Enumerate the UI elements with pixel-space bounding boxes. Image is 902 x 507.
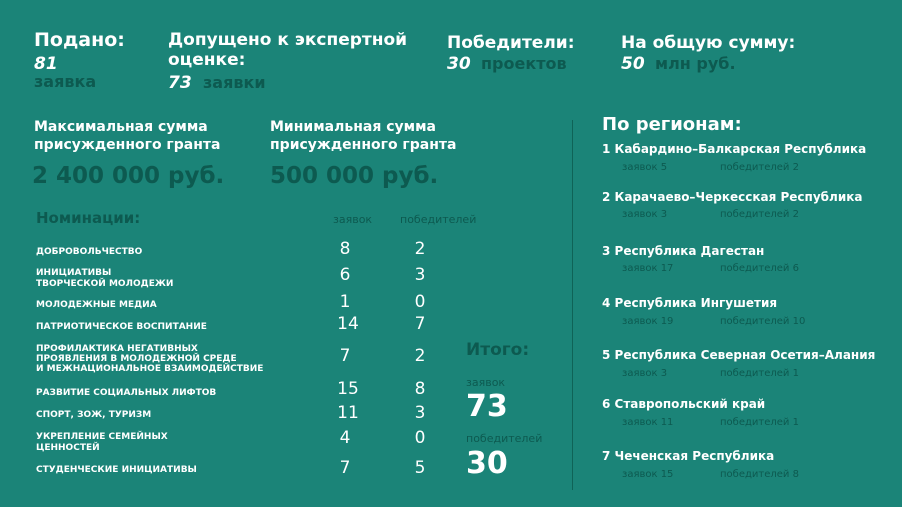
winners-count: 5: [414, 458, 426, 478]
divider: [572, 120, 573, 490]
winners-count: 3: [414, 403, 426, 423]
applications-count: 6: [339, 265, 351, 285]
region-applications: заявок 5: [622, 162, 668, 173]
region-winners: победителей 6: [720, 263, 799, 274]
applications-count: 7: [339, 458, 351, 478]
col-winners-header: победителей: [400, 213, 477, 226]
winners-value: 30: [447, 54, 471, 74]
region-name: 6 Ставропольский край: [602, 397, 766, 411]
nomination-name: МОЛОДЕЖНЫЕ МЕДИА: [36, 300, 157, 310]
region-name: 7 Чеченская Республика: [602, 449, 775, 463]
region-winners: победителей 1: [720, 368, 799, 379]
region-applications: заявок 3: [622, 209, 668, 220]
col-applications-header: заявок: [333, 213, 373, 226]
region-name: 2 Карачаево–Черкесская Республика: [602, 190, 863, 204]
nomination-name: ПРОФИЛАКТИКА НЕГАТИВНЫХ: [36, 344, 198, 354]
winners-label: Победители:: [447, 33, 575, 53]
winners-unit: проектов: [481, 54, 567, 73]
nomination-name-line2: ЦЕННОСТЕЙ: [36, 443, 100, 453]
winners-count: 7: [414, 314, 426, 334]
winners-count: 3: [414, 265, 426, 285]
applications-count: 8: [339, 239, 351, 259]
submitted-value: 81: [34, 54, 58, 74]
nomination-name-line3: И МЕЖНАЦИОНАЛЬНОЕ ВЗАИМОДЕЙСТВИЕ: [36, 364, 264, 374]
region-winners: победителей 10: [720, 316, 806, 327]
total-label: На общую сумму:: [621, 33, 796, 53]
admitted-value: 73: [168, 73, 192, 93]
winners-count: 2: [414, 239, 426, 259]
admitted-label-line2: оценке:: [168, 50, 246, 70]
region-winners: победителей 2: [720, 209, 799, 220]
nomination-name: ДОБРОВОЛЬЧЕСТВО: [36, 247, 143, 257]
totals-applications-label: заявок: [466, 376, 506, 389]
min-grant-label-line2: присужденного гранта: [270, 137, 457, 153]
admitted-label-line1: Допущено к экспертной: [168, 30, 408, 50]
nomination-name: ПАТРИОТИЧЕСКОЕ ВОСПИТАНИЕ: [36, 322, 207, 332]
nomination-name: РАЗВИТИЕ СОЦИАЛЬНЫХ ЛИФТОВ: [36, 388, 217, 398]
nomination-name: СТУДЕНЧЕСКИЕ ИНИЦИАТИВЫ: [36, 465, 197, 475]
admitted-unit: заявки: [203, 73, 266, 92]
applications-count: 11: [337, 403, 359, 423]
total-unit: млн руб.: [655, 54, 736, 73]
winners-count: 8: [414, 379, 426, 399]
nomination-name-line2: ТВОРЧЕСКОЙ МОЛОДЕЖИ: [36, 279, 174, 289]
applications-count: 15: [337, 379, 359, 399]
nomination-name: ИНИЦИАТИВЫ: [36, 268, 112, 278]
nomination-name: СПОРТ, ЗОЖ, ТУРИЗМ: [36, 410, 152, 420]
winners-count: 2: [414, 346, 426, 366]
nomination-name-line2: ПРОЯВЛЕНИЯ В МОЛОДЕЖНОЙ СРЕДЕ: [36, 354, 237, 364]
region-applications: заявок 15: [622, 469, 674, 480]
max-grant-value: 2 400 000 руб.: [32, 163, 225, 189]
winners-count: 0: [414, 428, 426, 448]
region-name: 5 Республика Северная Осетия–Алания: [602, 348, 876, 362]
max-grant-label-line1: Максимальная сумма: [34, 119, 208, 135]
applications-count: 14: [337, 314, 359, 334]
region-winners: победителей 1: [720, 417, 799, 428]
region-name: 3 Республика Дагестан: [602, 244, 765, 258]
min-grant-value: 500 000 руб.: [270, 163, 439, 189]
region-applications: заявок 17: [622, 263, 674, 274]
totals-winners-value: 30: [466, 446, 508, 481]
applications-count: 1: [339, 292, 351, 312]
region-name: 4 Республика Ингушетия: [602, 296, 778, 310]
max-grant-label-line2: присужденного гранта: [34, 137, 221, 153]
nominations-title: Номинации:: [36, 209, 141, 227]
total-value: 50: [621, 54, 645, 74]
region-winners: победителей 2: [720, 162, 799, 173]
submitted-unit: заявка: [34, 72, 97, 91]
min-grant-label-line1: Минимальная сумма: [270, 119, 436, 135]
region-applications: заявок 11: [622, 417, 674, 428]
region-name: 1 Кабардино–Балкарская Республика: [602, 142, 867, 156]
region-applications: заявок 3: [622, 368, 668, 379]
region-winners: победителей 8: [720, 469, 799, 480]
submitted-label: Подано:: [34, 29, 125, 51]
regions-title: По регионам:: [602, 114, 742, 135]
totals-applications-value: 73: [466, 389, 508, 424]
applications-count: 7: [339, 346, 351, 366]
region-applications: заявок 19: [622, 316, 674, 327]
totals-title: Итого:: [466, 340, 530, 360]
winners-count: 0: [414, 292, 426, 312]
totals-winners-label: победителей: [466, 432, 543, 445]
nomination-name: УКРЕПЛЕНИЕ СЕМЕЙНЫХ: [36, 432, 168, 442]
applications-count: 4: [339, 428, 351, 448]
